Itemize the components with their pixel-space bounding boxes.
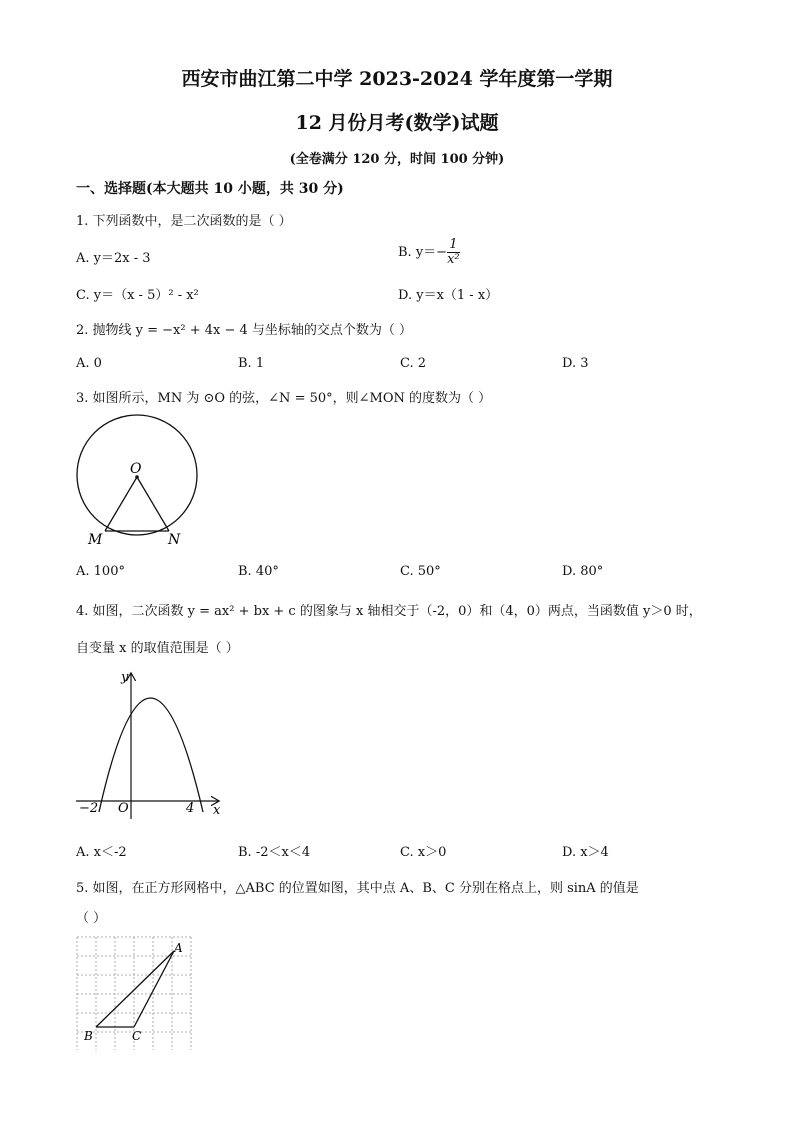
question-3-stem: 3. 如图所示，MN 为 ⊙O 的弦，∠N = 50°，则∠MON 的度数为（ ） (76, 391, 492, 406)
question-3-option-d: D. 80° (562, 564, 604, 579)
grid-triangle-figure (74, 934, 192, 1050)
label-b: B (84, 1029, 93, 1043)
question-1-option-a: A. y＝2x - 3 (76, 251, 151, 266)
question-3-option-a: A. 100° (76, 564, 125, 579)
label-origin: O (118, 801, 129, 816)
exam-title-line1: 西安市曲江第二中学 2023-2024 学年度第一学期 (181, 68, 613, 90)
label-n: N (168, 532, 181, 548)
question-2-option-d: D. 3 (562, 356, 589, 371)
question-1-stem: 1. 下列函数中，是二次函数的是（ ） (76, 214, 292, 229)
fraction (447, 238, 460, 267)
question-4-stem-line1: 4. 如图，二次函数 y = ax² + bx + c 的图象与 x 轴相交于（-2，0）和（4，0）两点，当函数值 y＞0 时， (76, 604, 702, 619)
label-o: O (130, 461, 142, 477)
label-4: 4 (186, 801, 195, 816)
question-5-stem-line2: （ ） (76, 911, 107, 926)
exam-note: (全卷满分 120 分，时间 100 分钟) (289, 152, 505, 167)
question-2-option-b: B. 1 (238, 356, 265, 371)
question-4-stem-line2: 自变量 x 的取值范围是（ ） (76, 641, 239, 656)
question-4-option-b: B. -2＜x＜4 (238, 845, 311, 860)
segment-on (137, 477, 169, 531)
segment-ab (96, 951, 174, 1027)
fraction-denominator: x² (447, 252, 460, 267)
question-1-option-d: D. y＝x（1 - x） (398, 288, 499, 303)
question-2-option-c: C. 2 (400, 356, 427, 371)
question-3-option-c: C. 50° (400, 564, 441, 579)
circle-figure (70, 414, 210, 550)
fraction-numerator: 1 (447, 238, 460, 253)
question-5-stem-line1: 5. 如图，在正方形网格中，△ABC 的位置如图，其中点 A、B、C 分别在格点上，则 sinA 的值是 (76, 881, 639, 896)
segment-om (105, 477, 137, 531)
question-4-option-d: D. x＞4 (562, 845, 609, 860)
question-1-option-c: C. y＝（x - 5）² - x² (76, 288, 199, 303)
question-1-option-b (398, 238, 460, 267)
question-4-option-a: A. x＜-2 (76, 845, 127, 860)
label-c: C (132, 1029, 142, 1043)
question-2-stem: 2. 抛物线 y = −x² + 4x − 4 与坐标轴的交点个数为（ ） (76, 323, 413, 338)
question-1-option-b-prefix: B. y＝− (398, 245, 448, 260)
label-m: M (88, 532, 103, 548)
label-neg2: −2 (79, 801, 99, 816)
question-4-option-c: C. x＞0 (400, 845, 447, 860)
label-a: A (174, 941, 183, 955)
label-y: y (121, 670, 129, 685)
label-x: x (213, 803, 221, 818)
question-2-option-a: A. 0 (76, 356, 102, 371)
segment-ca (134, 951, 174, 1027)
parabola-curve (99, 698, 203, 812)
exam-title-line2: 12 月份月考(数学)试题 (295, 112, 499, 134)
parabola-figure (72, 664, 232, 824)
section-title: 一、选择题(本大题共 10 小题，共 30 分) (76, 181, 344, 197)
question-3-option-b: B. 40° (238, 564, 279, 579)
